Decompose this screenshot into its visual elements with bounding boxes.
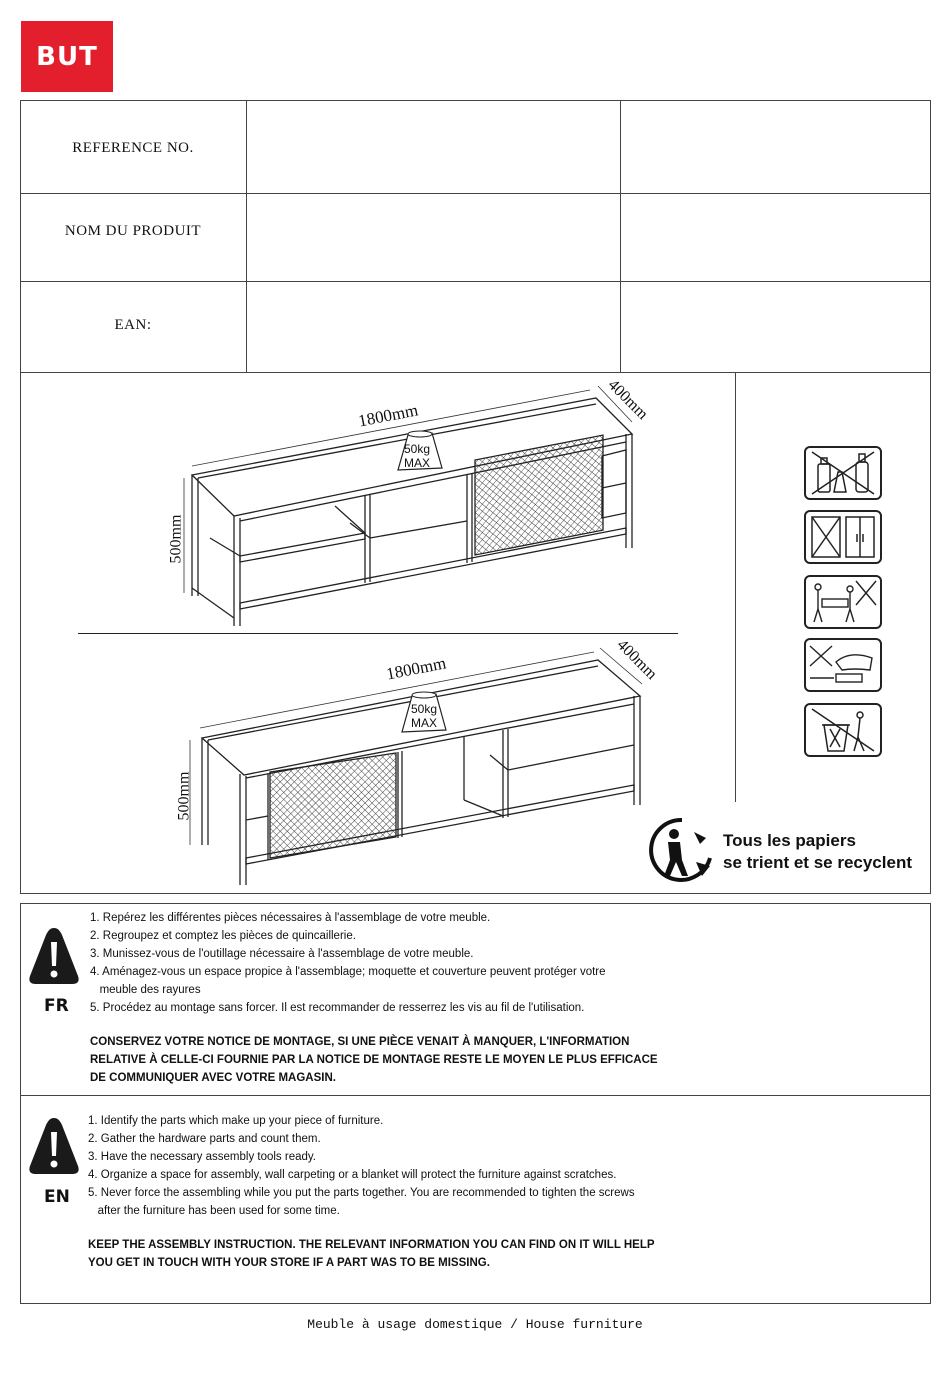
fr-instructions: 1. Repérez les différentes pièces nécessaires à l'assemblage de votre meuble. 2. Regroupez et comptez les pièces de quincaillerie. 3. Munissez-vous de l'outillage nécessaire à l'assemblage de votre meuble. 4. Aménagez-vous un espace propice à l'assemblage; moquette et couverture peuvent protéger votre meuble des rayures 5. Procédez au montage sans forcer. Il est recommander de resserrez les vis au fil de l'utilisation. CONSERVEZ VOTRE NOTICE DE MONTAGE, SI UNE PIÈCE VENAIT À MANQUER, L'INFORMATION RELATIVE À CELLE-CI FOURNIE PAR LA NOTICE DE MONTAGE RESTE LE MOYEN LE PLUS EFFICACE DE COMMUNIQUER AVEC VOTRE MAGASIN. xyxy=(90,912,658,1084)
two-person-assembly-icon xyxy=(804,575,882,629)
triman-icon xyxy=(644,814,720,886)
bottom-depth-dim: 400mm xyxy=(613,636,661,683)
footer-text: Meuble à usage domestique / House furniture xyxy=(307,1317,643,1332)
bottom-load-label: 50kg MAX xyxy=(410,702,438,730)
no-chemicals-icon xyxy=(804,446,882,500)
reference-no-label: REFERENCE NO. xyxy=(72,140,194,156)
bottom-width-dim: 1800mm xyxy=(384,653,448,684)
top-load-label: 50kg MAX xyxy=(403,442,431,470)
product-name-label: NOM DU PRODUIT xyxy=(64,223,202,239)
fr-language-label: FR xyxy=(44,996,69,1016)
bottom-height-dim: 500mm xyxy=(175,771,193,821)
en-language-label: EN xyxy=(44,1187,70,1207)
recycling-text: Tous les papiers se trient et se recyclent xyxy=(723,831,912,872)
use-carpet-icon xyxy=(804,638,882,692)
no-door-slam-icon xyxy=(804,510,882,564)
but-logo: BUT xyxy=(21,21,113,92)
recycle-bin-icon xyxy=(804,703,882,757)
top-height-dim: 500mm xyxy=(167,514,185,564)
top-width-dim: 1800mm xyxy=(356,400,420,431)
top-depth-dim: 400mm xyxy=(604,376,652,423)
warning-icon xyxy=(27,926,81,986)
en-instructions: 1. Identify the parts which make up your piece of furniture. 2. Gather the hardware parts and count them. 3. Have the necessary assembly tools ready. 4. Organize a space for assembly, wall carpeting or a blanket will protect the furniture against scratches. 5. Never force the assembling while you put the parts together. You are recommended to tighten the screws after the furniture has been used for some time. KEEP THE ASSEMBLY INSTRUCTION. THE RELEVANT INFORMATION YOU CAN FIND ON IT WILL HELP YOU GET IN TOUCH WITH YOUR STORE IF A PART WAS TO BE MISSING. xyxy=(88,1115,655,1269)
ean-label: EAN: xyxy=(114,317,152,333)
warning-icon-en xyxy=(27,1116,81,1176)
